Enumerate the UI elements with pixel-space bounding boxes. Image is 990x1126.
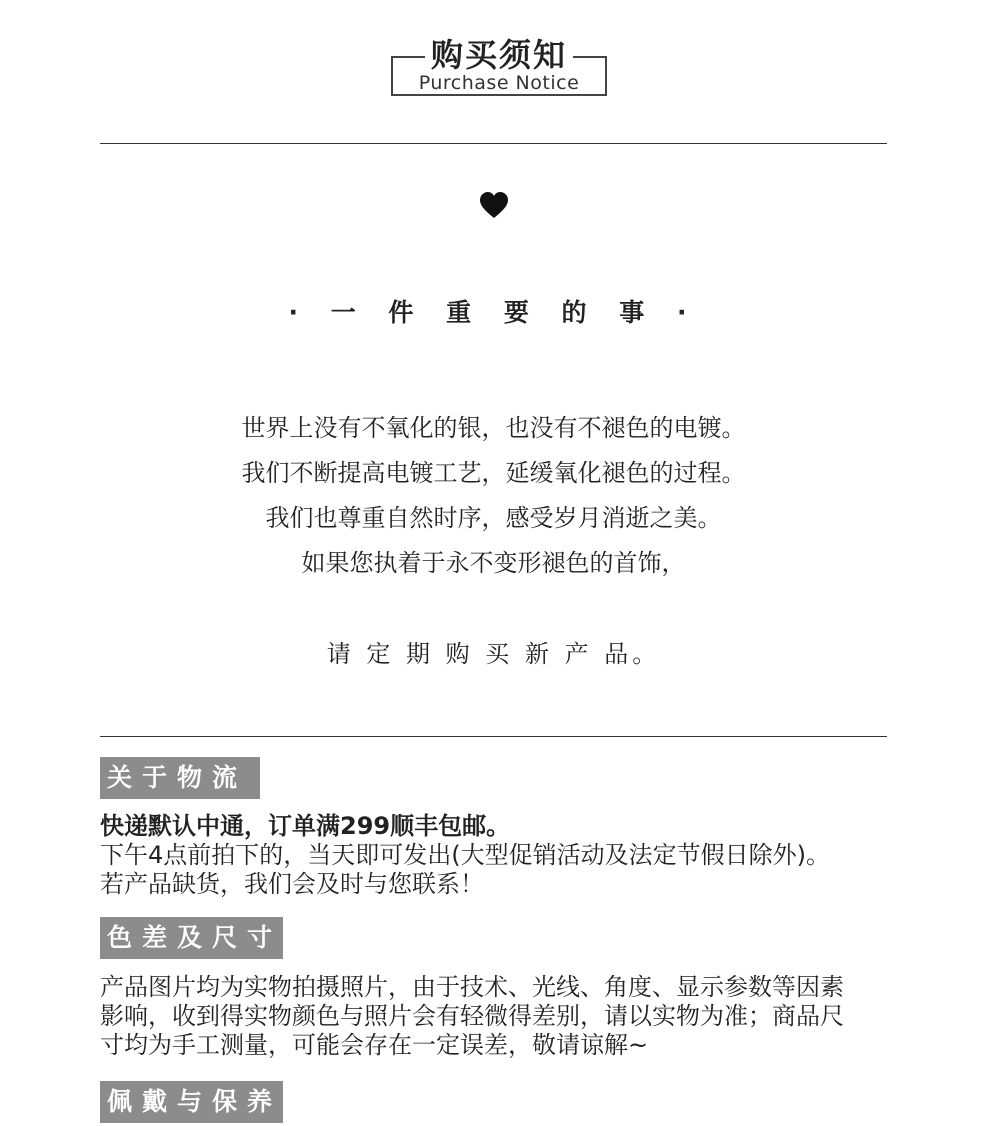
logistics-line-2: 下午4点前拍下的，当天即可发出(大型促销活动及法定节假日除外)。 (100, 841, 830, 869)
important-line-4: 如果您执着于永不变形褪色的首饰， (301, 549, 686, 577)
logistics-line-3: 若产品缺货，我们会及时与您联系！ (100, 870, 484, 898)
section-body-color-size (100, 973, 910, 1060)
divider-top (100, 143, 887, 144)
logistics-line-1: 快递默认中通，订单满299顺丰包邮。 (100, 812, 511, 840)
heart-icon (478, 190, 510, 222)
divider-middle (100, 736, 887, 737)
important-heading: · 一 件 重 要 的 事 · (288, 298, 699, 327)
important-line-5: 请 定 期 购 买 新 产 品。 (326, 640, 661, 668)
section-body-logistics (100, 812, 910, 899)
color-size-line-3: 寸均为手工测量，可能会存在一定误差，敬请谅解~ (100, 1031, 649, 1059)
important-line-3: 我们也尊重自然时序，感受岁月消逝之美。 (265, 504, 722, 532)
color-size-line-2: 影响，收到得实物颜色与照片会有轻微得差别，请以实物为准；商品尺 (100, 1002, 844, 1030)
section-heading-care: 佩戴与保养 (100, 1081, 283, 1123)
section-heading-color-size: 色差及尺寸 (100, 917, 283, 959)
color-size-line-1: 产品图片均为实物拍摄照片，由于技术、光线、角度、显示参数等因素 (100, 973, 844, 1001)
section-heading-logistics: 关于物流 (100, 757, 260, 799)
page-title: 购买须知 (391, 36, 607, 74)
important-line-1: 世界上没有不氧化的银，也没有不褪色的电镀。 (241, 414, 746, 442)
page-subtitle: Purchase Notice (418, 72, 580, 94)
important-line-2: 我们不断提高电镀工艺，延缓氧化褪色的过程。 (241, 459, 746, 487)
